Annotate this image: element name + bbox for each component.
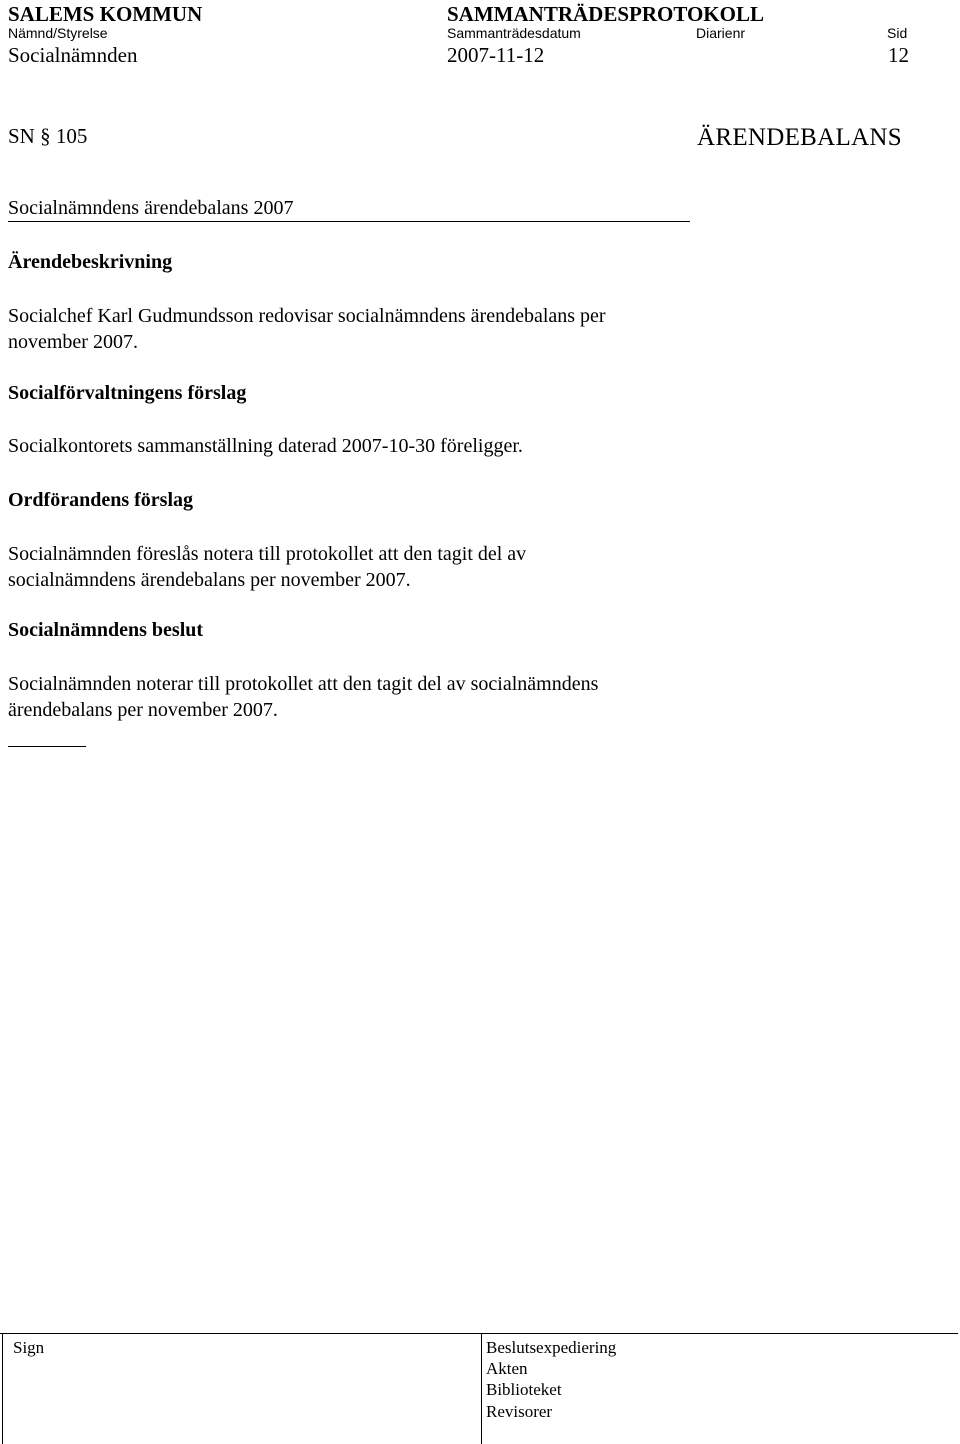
- board-label: Nämnd/Styrelse: [8, 25, 108, 41]
- section-id: [8, 124, 87, 149]
- footer-left-border: [2, 1333, 3, 1444]
- distribution-item: Beslutsexpediering: [486, 1338, 617, 1357]
- sign-label: Sign: [13, 1338, 45, 1357]
- municipality-name: SALEMS KOMMUN: [8, 2, 203, 26]
- subject-underline: [8, 221, 690, 222]
- board-value: Socialnämnden: [8, 43, 138, 67]
- heading-chair-proposal: Ordförandens förslag: [8, 489, 193, 511]
- end-of-section-rule: [8, 746, 86, 747]
- heading-administration-proposal: Socialförvaltningens förslag: [8, 382, 247, 404]
- administration-proposal-line-1: Socialkontorets sammanställning daterad 2007-10-30 föreligger.: [8, 435, 523, 457]
- distribution-item: Revisorer: [486, 1402, 553, 1421]
- paragraph-sign: §: [40, 124, 51, 148]
- footer-divider: [481, 1333, 482, 1444]
- diary-number-label: Diarienr: [696, 25, 746, 41]
- case-description-line-1: Socialchef Karl Gudmundsson redovisar socialnämndens ärendebalans per: [8, 305, 606, 327]
- section-prefix: SN: [8, 124, 35, 148]
- meeting-date-value: 2007-11-12: [447, 43, 545, 67]
- case-description-line-2: november 2007.: [8, 331, 138, 353]
- case-title: ÄRENDEBALANS: [697, 124, 902, 151]
- chair-proposal-line-1: Socialnämnden föreslås notera till protokollet att den tagit del av: [8, 543, 527, 565]
- distribution-item: Akten: [486, 1359, 528, 1378]
- footer-top-border: [0, 1333, 958, 1334]
- chair-proposal-line-2: socialnämndens ärendebalans per november 2007.: [8, 569, 411, 591]
- decision-line-1: Socialnämnden noterar till protokollet att den tagit del av socialnämndens: [8, 673, 599, 695]
- page-label: Sid: [887, 25, 908, 41]
- heading-case-description: Ärendebeskrivning: [8, 251, 173, 273]
- page-number: 12: [888, 43, 909, 67]
- decision-line-2: ärendebalans per november 2007.: [8, 699, 278, 721]
- meeting-date-label: Sammanträdesdatum: [447, 25, 581, 41]
- subject-line: Socialnämndens ärendebalans 2007: [8, 197, 294, 219]
- distribution-item: Biblioteket: [486, 1380, 562, 1399]
- heading-decision: Socialnämndens beslut: [8, 619, 204, 641]
- document-type: SAMMANTRÄDESPROTOKOLL: [447, 2, 764, 26]
- section-number: 105: [55, 124, 88, 148]
